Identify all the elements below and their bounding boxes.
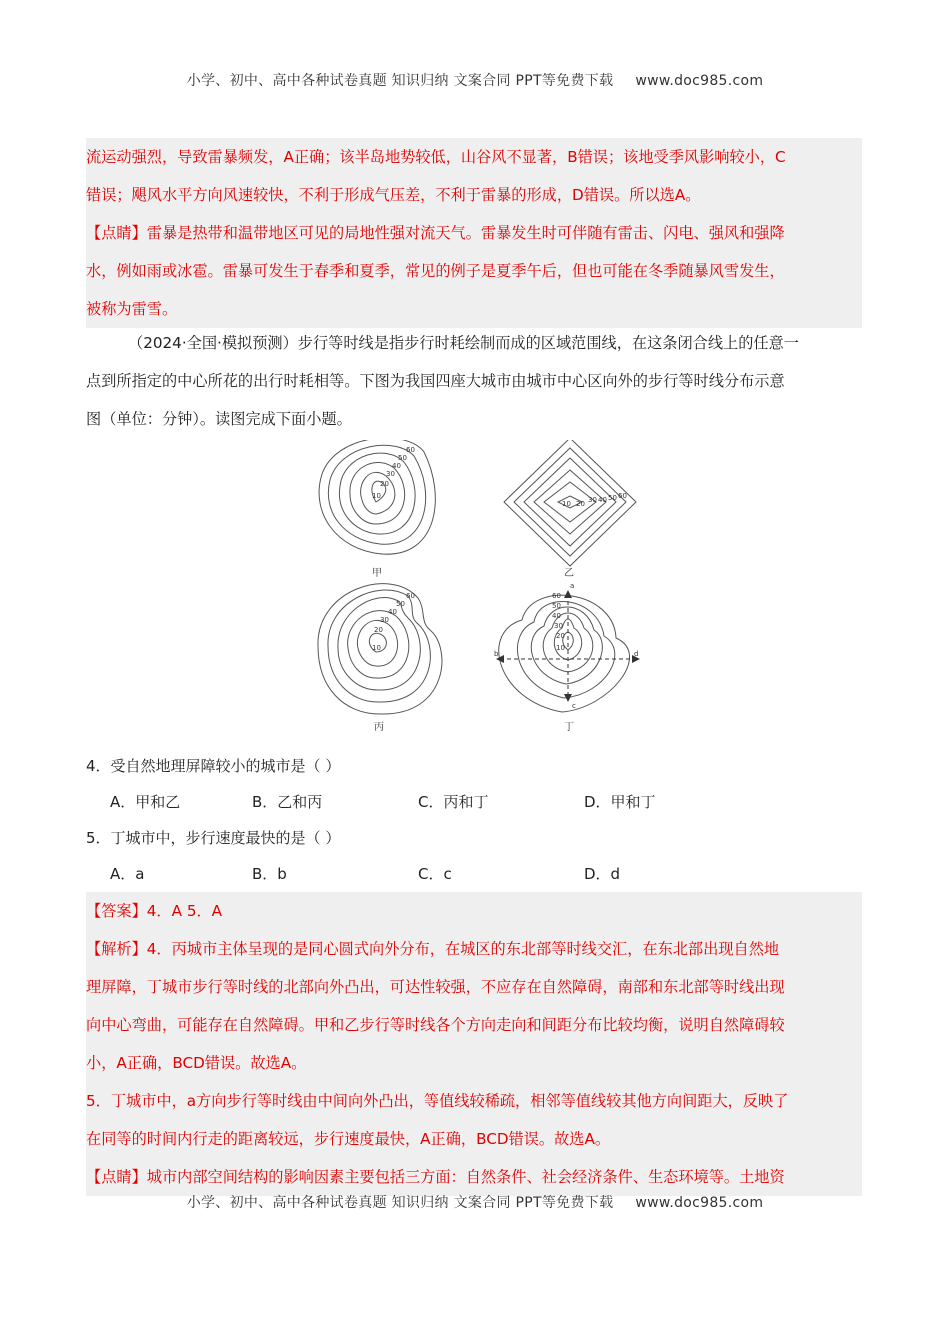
panel-jia-label: 甲	[372, 568, 382, 579]
ding-direction-b: b	[494, 650, 499, 658]
bing-label-20: 20	[374, 626, 383, 634]
bing-label-60: 60	[406, 592, 415, 600]
page-header	[0, 70, 950, 90]
q4-option-c[interactable]: C．丙和丁	[418, 793, 489, 811]
dianjing2-line	[86, 1158, 862, 1196]
prev-analysis-block	[86, 138, 862, 328]
jia-label-40: 40	[392, 462, 401, 470]
panel-ding-label: 丁	[564, 722, 574, 733]
jia-label-30: 30	[386, 470, 395, 478]
ding-label-50: 50	[552, 602, 561, 610]
ding-direction-axes	[500, 594, 639, 698]
ding-label-10: 10	[556, 644, 565, 652]
jia-label-60: 60	[406, 446, 415, 454]
analysis-line-1	[86, 930, 862, 968]
answer-text: 4．A 5．A	[146, 902, 223, 920]
header-text: 小学、初中、高中各种试卷真题 知识归纳 文案合同 PPT等免费下载	[186, 73, 614, 89]
ding-label-40: 40	[552, 612, 561, 620]
yi-label-30: 30	[588, 496, 597, 504]
q4-option-a[interactable]: A．甲和乙	[110, 793, 181, 811]
jia-label-20: 20	[380, 480, 389, 488]
q5-option-b[interactable]: B．b	[252, 865, 287, 883]
dianjing-line-3: 被称为雷雪。	[86, 300, 178, 318]
panel-ding-contours	[499, 595, 630, 712]
yi-label-50: 50	[608, 494, 617, 502]
question-intro	[86, 324, 862, 438]
bing-label-40: 40	[388, 608, 397, 616]
header-site-link[interactable]: www.doc985.com	[635, 73, 764, 89]
dianjing2-tag: 【点睛】	[86, 1168, 147, 1186]
q4-option-b[interactable]: B．乙和丙	[252, 793, 323, 811]
isochrone-figure	[300, 440, 660, 736]
analysis-line-5: 5．丁城市中，a方向步行等时线由中间向外凸出，等值线较稀疏，相邻等值线较其他方向间距大，反映了	[86, 1092, 789, 1110]
answer-line	[86, 892, 862, 930]
dianjing-text-1: 雷暴是热带和温带地区可见的局地性强对流天气。雷暴发生时可伴随有雷击、闪电、强风和强降	[146, 224, 785, 242]
jia-label-10: 10	[372, 492, 381, 500]
q5-option-d[interactable]: D．d	[584, 865, 621, 883]
dianjing-tag: 【点睛】	[86, 224, 147, 242]
page-footer	[0, 1192, 950, 1212]
answer-analysis-block	[86, 892, 862, 1196]
bing-label-50: 50	[396, 600, 405, 608]
ding-label-60: 60	[552, 592, 561, 600]
question-4-stem: 4．受自然地理屏障较小的城市是（ ）	[86, 757, 341, 775]
question-5-stem: 5．丁城市中，步行速度最快的是（ ）	[86, 829, 341, 847]
ding-direction-c: c	[572, 702, 576, 710]
yi-label-20: 20	[576, 500, 585, 508]
yi-label-10: 10	[562, 500, 571, 508]
prev-line-2: 错误；飓风水平方向风速较快，不利于形成气压差，不利于雷暴的形成，D错误。所以选A。	[86, 186, 701, 204]
bing-label-30: 30	[380, 616, 389, 624]
intro-line-1: （2024·全国·模拟预测）步行等时线是指步行时耗绘制而成的区域范围线，在这条闭合线上的任意一	[128, 334, 799, 352]
analysis-line-4: 小，A正确，BCD错误。故选A。	[86, 1054, 307, 1072]
jia-label-50: 50	[398, 454, 407, 462]
panel-bing-label: 丙	[374, 722, 384, 733]
analysis-tag: 【解析】	[86, 940, 147, 958]
footer-text: 小学、初中、高中各种试卷真题 知识归纳 文案合同 PPT等免费下载	[186, 1195, 614, 1211]
intro-line-2: 点到所指定的中心所花的出行时耗相等。下图为我国四座大城市由城市中心区向外的步行等时线分布示意	[86, 372, 785, 390]
ding-label-30: 30	[554, 622, 563, 630]
bing-label-10: 10	[372, 644, 381, 652]
analysis-line-2: 理屏障，丁城市步行等时线的北部向外凸出，可达性较强，不应存在自然障碍，南部和东北部等时线出现	[86, 978, 785, 996]
dianjing-line-2: 水，例如雨或冰雹。雷暴可发生于春季和夏季，常见的例子是夏季午后，但也可能在冬季随暴风雪发生，	[86, 262, 785, 280]
ding-label-20: 20	[556, 632, 565, 640]
yi-label-40: 40	[598, 496, 607, 504]
ding-direction-d: d	[634, 650, 639, 658]
analysis-line-6: 在同等的时间内行走的距离较远，步行速度最快，A正确，BCD错误。故选A。	[86, 1130, 611, 1148]
q5-option-c[interactable]: C．c	[418, 865, 452, 883]
prev-line-1: 流运动强烈，导致雷暴频发，A正确；该半岛地势较低，山谷风不显著，B错误；该地受季风影响较小，C	[86, 148, 786, 166]
ding-direction-a: a	[570, 582, 575, 590]
dianjing-line-1	[86, 214, 862, 252]
panel-yi-label: 乙	[564, 568, 574, 579]
q5-option-a[interactable]: A．a	[110, 865, 145, 883]
footer-site-link[interactable]: www.doc985.com	[635, 1195, 764, 1211]
intro-line-3: 图（单位：分钟）。读图完成下面小题。	[86, 410, 352, 428]
answer-tag: 【答案】	[86, 902, 147, 920]
yi-label-60: 60	[618, 492, 627, 500]
q4-option-d[interactable]: D．甲和丁	[584, 793, 656, 811]
analysis-line-3: 向中心弯曲，可能存在自然障碍。甲和乙步行等时线各个方向走向和间距分布比较均衡，说明自然障碍较	[86, 1016, 785, 1034]
dianjing2-text: 城市内部空间结构的影响因素主要包括三方面：自然条件、社会经济条件、生态环境等。土地资	[146, 1168, 785, 1186]
analysis-text-1: 4．丙城市主体呈现的是同心圆式向外分布，在城区的东北部等时线交汇，在东北部出现自然地	[146, 940, 780, 958]
